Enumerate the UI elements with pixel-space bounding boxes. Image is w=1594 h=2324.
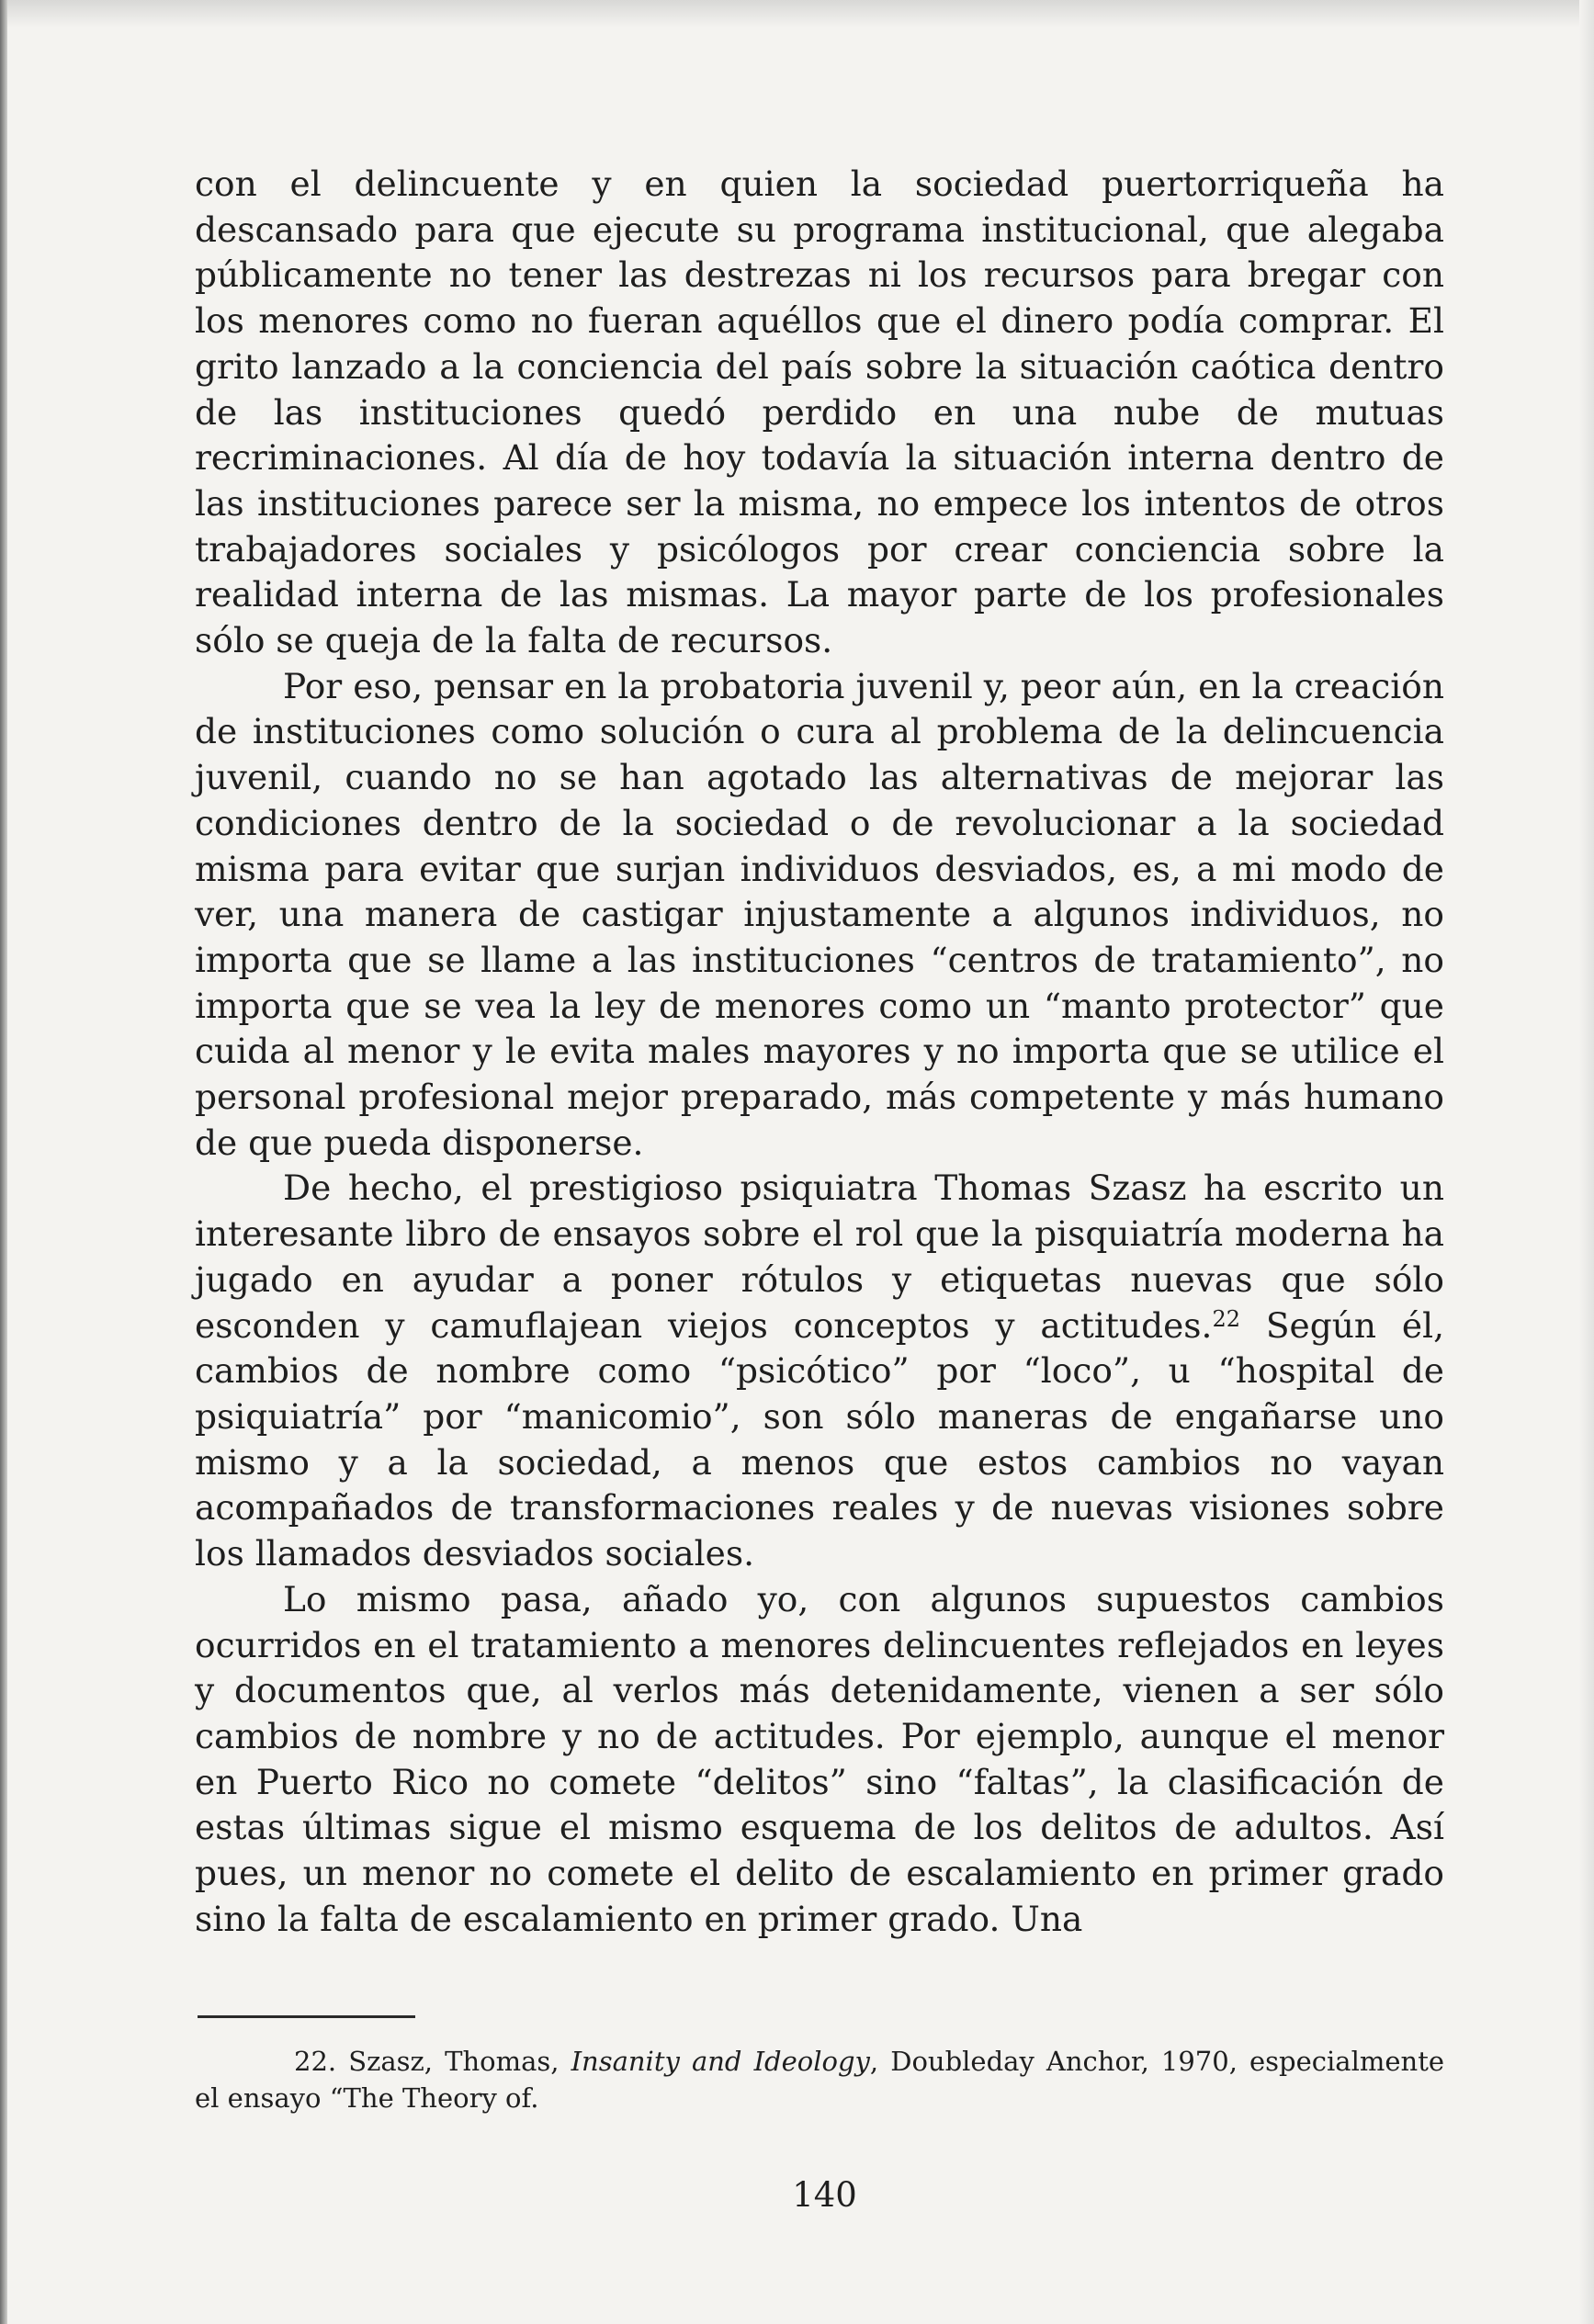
- footnote-book-title: Insanity and Ideology: [571, 2046, 870, 2077]
- paragraph: Por eso, pensar en la probatoria juvenil y, peor aún, en la creación de instituciones como solución o cura al problema de la delincuencia juvenil, cuando no se han agotado las alternativas de mejorar las condiciones dentro de la sociedad o de revolucionar a la sociedad misma para evitar que surjan individuos desviados, es, a mi modo de ver, una manera de castigar injustamente a algunos individuos, no importa que se llame a las instituciones “centros de tratamiento”, no importa que se vea la ley de menores como un “manto protector” que cuida al menor y le evita males mayores y no importa que se utilice el personal profesional mejor preparado, más competente y más humano de que pueda disponerse.: [195, 665, 1444, 1163]
- scan-shadow-left: [0, 0, 7, 2324]
- footnote-citation: , Doubleday Anchor, 1970, especialmente el ensayo “The Theory of.: [195, 2046, 1445, 2114]
- paragraph-text: Según él, cambios de nombre como “psicótico” por “loco”, u “hospital de psiquiatría” por “manicomio”, son sólo maneras de engañarse uno mismo y a la sociedad, a menos que estos cambios no vayan acompañados de transformaciones reales y de nuevas visiones sobre los llamados desviados sociales.: [195, 1304, 1444, 1574]
- paragraph-continued: con el delincuente y en quien la sociedad puertorriqueña ha descansado para que ejecute su programa institucional, que alegaba públicamente no tener las destrezas ni los recursos para bregar con los menores como no fueran aquéllos que el dinero podía comprar. El grito lanzado a la conciencia del país sobre la situación caótica dentro de las instituciones quedó perdido en una nube de mutuas recriminaciones. Al día de hoy todavía la situación interna dentro de las instituciones parece ser la misma, no empece los intentos de otros trabajadores sociales y psicólogos por crear conciencia sobre la realidad interna de las mismas. La mayor parte de los profesionales sólo se queja de la falta de recursos.: [195, 164, 1444, 661]
- footnote-reference: 22: [1212, 1305, 1240, 1332]
- paragraph-text: De hecho, el prestigioso psiquiatra Thomas Szasz ha escrito un interesante libro de ensayos sobre el rol que la pisquiatría moderna ha jugado en ayudar a poner rótulos y etiquetas nuevas que sólo esconden y camuflajean viejos conceptos y actitudes.: [195, 1168, 1444, 1346]
- footnote-number-author: 22. Szasz, Thomas,: [294, 2046, 560, 2077]
- footnote: [195, 2043, 1444, 2116]
- scan-shadow-right: [1579, 0, 1594, 2324]
- footnote-divider: [198, 2015, 415, 2018]
- page-number: 140: [792, 2175, 857, 2215]
- scan-shadow-top: [0, 0, 1594, 28]
- paragraph-with-footnote-ref: [195, 1166, 1444, 1576]
- body-text: [195, 162, 1444, 1942]
- paragraph: Lo mismo pasa, añado yo, con algunos supuestos cambios ocurridos en el tratamiento a menores delincuentes reflejados en leyes y documentos que, al verlos más detenidamente, vienen a ser sólo cambios de nombre y no de actitudes. Por ejemplo, aunque el menor en Puerto Rico no comete “delitos” sino “faltas”, la clasificación de estas últimas sigue el mismo esquema de los delitos de adultos. Así pues, un menor no comete el delito de escalamiento en primer grado sino la falta de escalamiento en primer grado. Una: [195, 1578, 1444, 1939]
